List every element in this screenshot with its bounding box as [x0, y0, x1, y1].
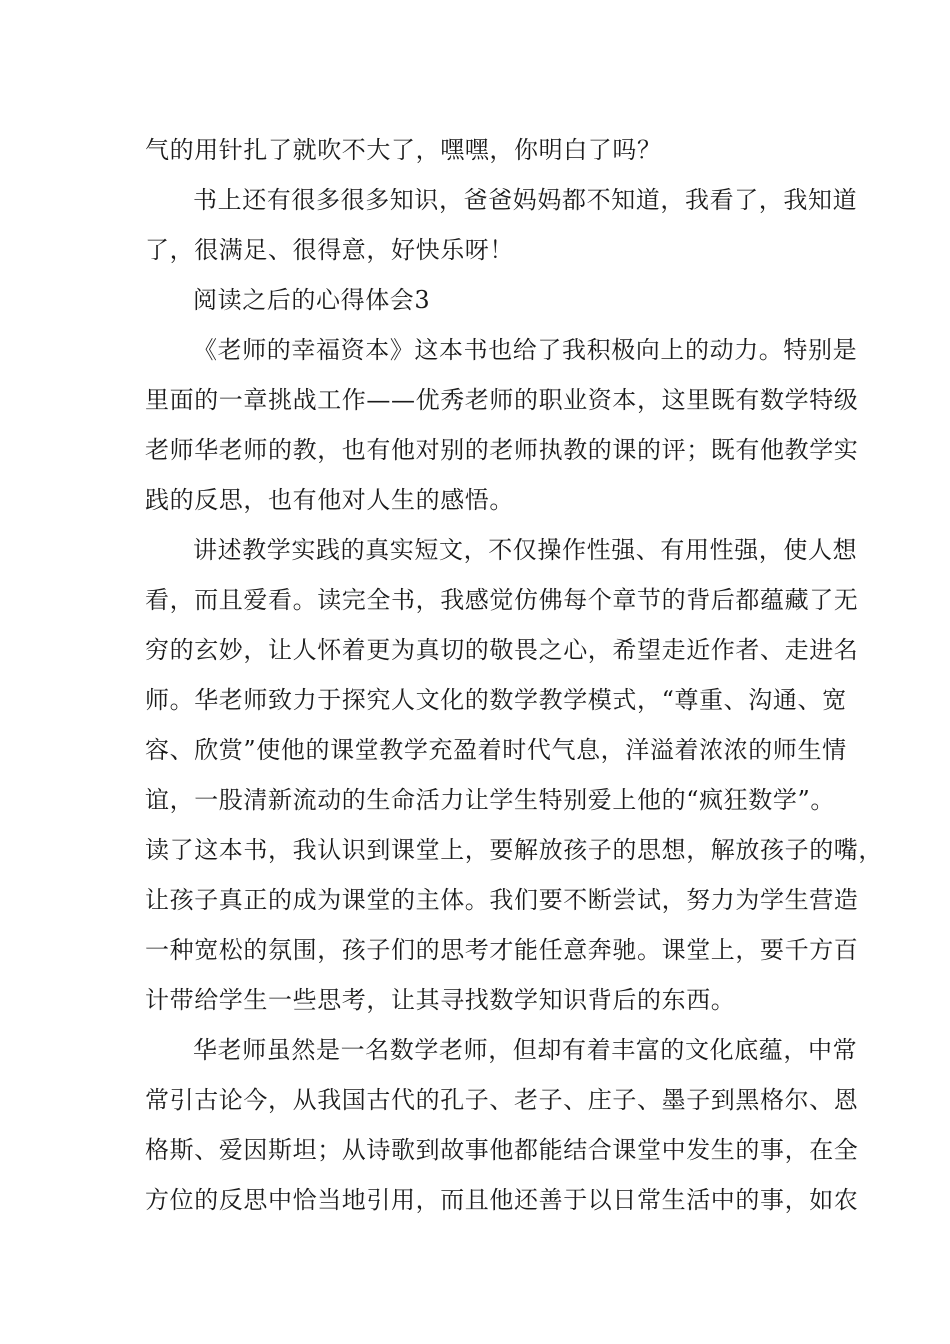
- text-line: 让孩子真正的成为课堂的主体。我们要不断尝试，努力为学生营造: [145, 886, 859, 914]
- text-line: 践的反思，也有他对人生的感悟。: [145, 486, 514, 514]
- text-line: 一种宽松的氛围，孩子们的思考才能任意奔驰。课堂上，要千方百: [145, 936, 859, 964]
- text-line: 容、欣赏”使他的课堂教学充盈着时代气息，洋溢着浓浓的师生情: [145, 736, 847, 764]
- text-line: 看，而且爱看。读完全书，我感觉仿佛每个章节的背后都蕴藏了无: [145, 586, 859, 614]
- text-line: 老师华老师的教，也有他对别的老师执教的课的评；既有他教学实: [145, 436, 859, 464]
- paragraph-first-line: 书上还有很多很多知识，爸爸妈妈都不知道，我看了，我知道: [193, 186, 858, 214]
- text-line: 方位的反思中恰当地引用，而且他还善于以日常生活中的事，如农: [145, 1186, 859, 1214]
- text-line: 师。华老师致力于探究人文化的数学教学模式，“尊重、沟通、宽: [145, 686, 847, 714]
- text-line: 计带给学生一些思考，让其寻找数学知识背后的东西。: [145, 986, 736, 1014]
- text-line: 谊，一股清新流动的生命活力让学生特别爱上他的“疯狂数学”。: [145, 786, 835, 814]
- text-line: 里面的一章挑战工作——优秀老师的职业资本，这里既有数学特级: [145, 386, 859, 414]
- paragraph-first-line: 华老师虽然是一名数学老师，但却有着丰富的文化底蕴，中常: [193, 1036, 858, 1064]
- text-line: 读了这本书，我认识到课堂上，要解放孩子的思想，解放孩子的嘴，: [145, 836, 883, 864]
- text-line: 常引古论今，从我国古代的孔子、老子、庄子、墨子到黑格尔、恩: [145, 1086, 859, 1114]
- paragraph-first-line: 讲述教学实践的真实短文，不仅操作性强、有用性强，使人想: [193, 536, 858, 564]
- text-line: 穷的玄妙，让人怀着更为真切的敬畏之心，希望走近作者、走进名: [145, 636, 859, 664]
- text-line: 了，很满足、很得意，好快乐呀！: [145, 236, 514, 264]
- paragraph-first-line: 《老师的幸福资本》这本书也给了我积极向上的动力。特别是: [193, 336, 858, 364]
- text-line: 格斯、爱因斯坦；从诗歌到故事他都能结合课堂中发生的事，在全: [145, 1136, 859, 1164]
- text-line: 气的用针扎了就吹不大了，嘿嘿，你明白了吗？: [145, 136, 662, 164]
- section-heading: 阅读之后的心得体会3: [193, 286, 431, 314]
